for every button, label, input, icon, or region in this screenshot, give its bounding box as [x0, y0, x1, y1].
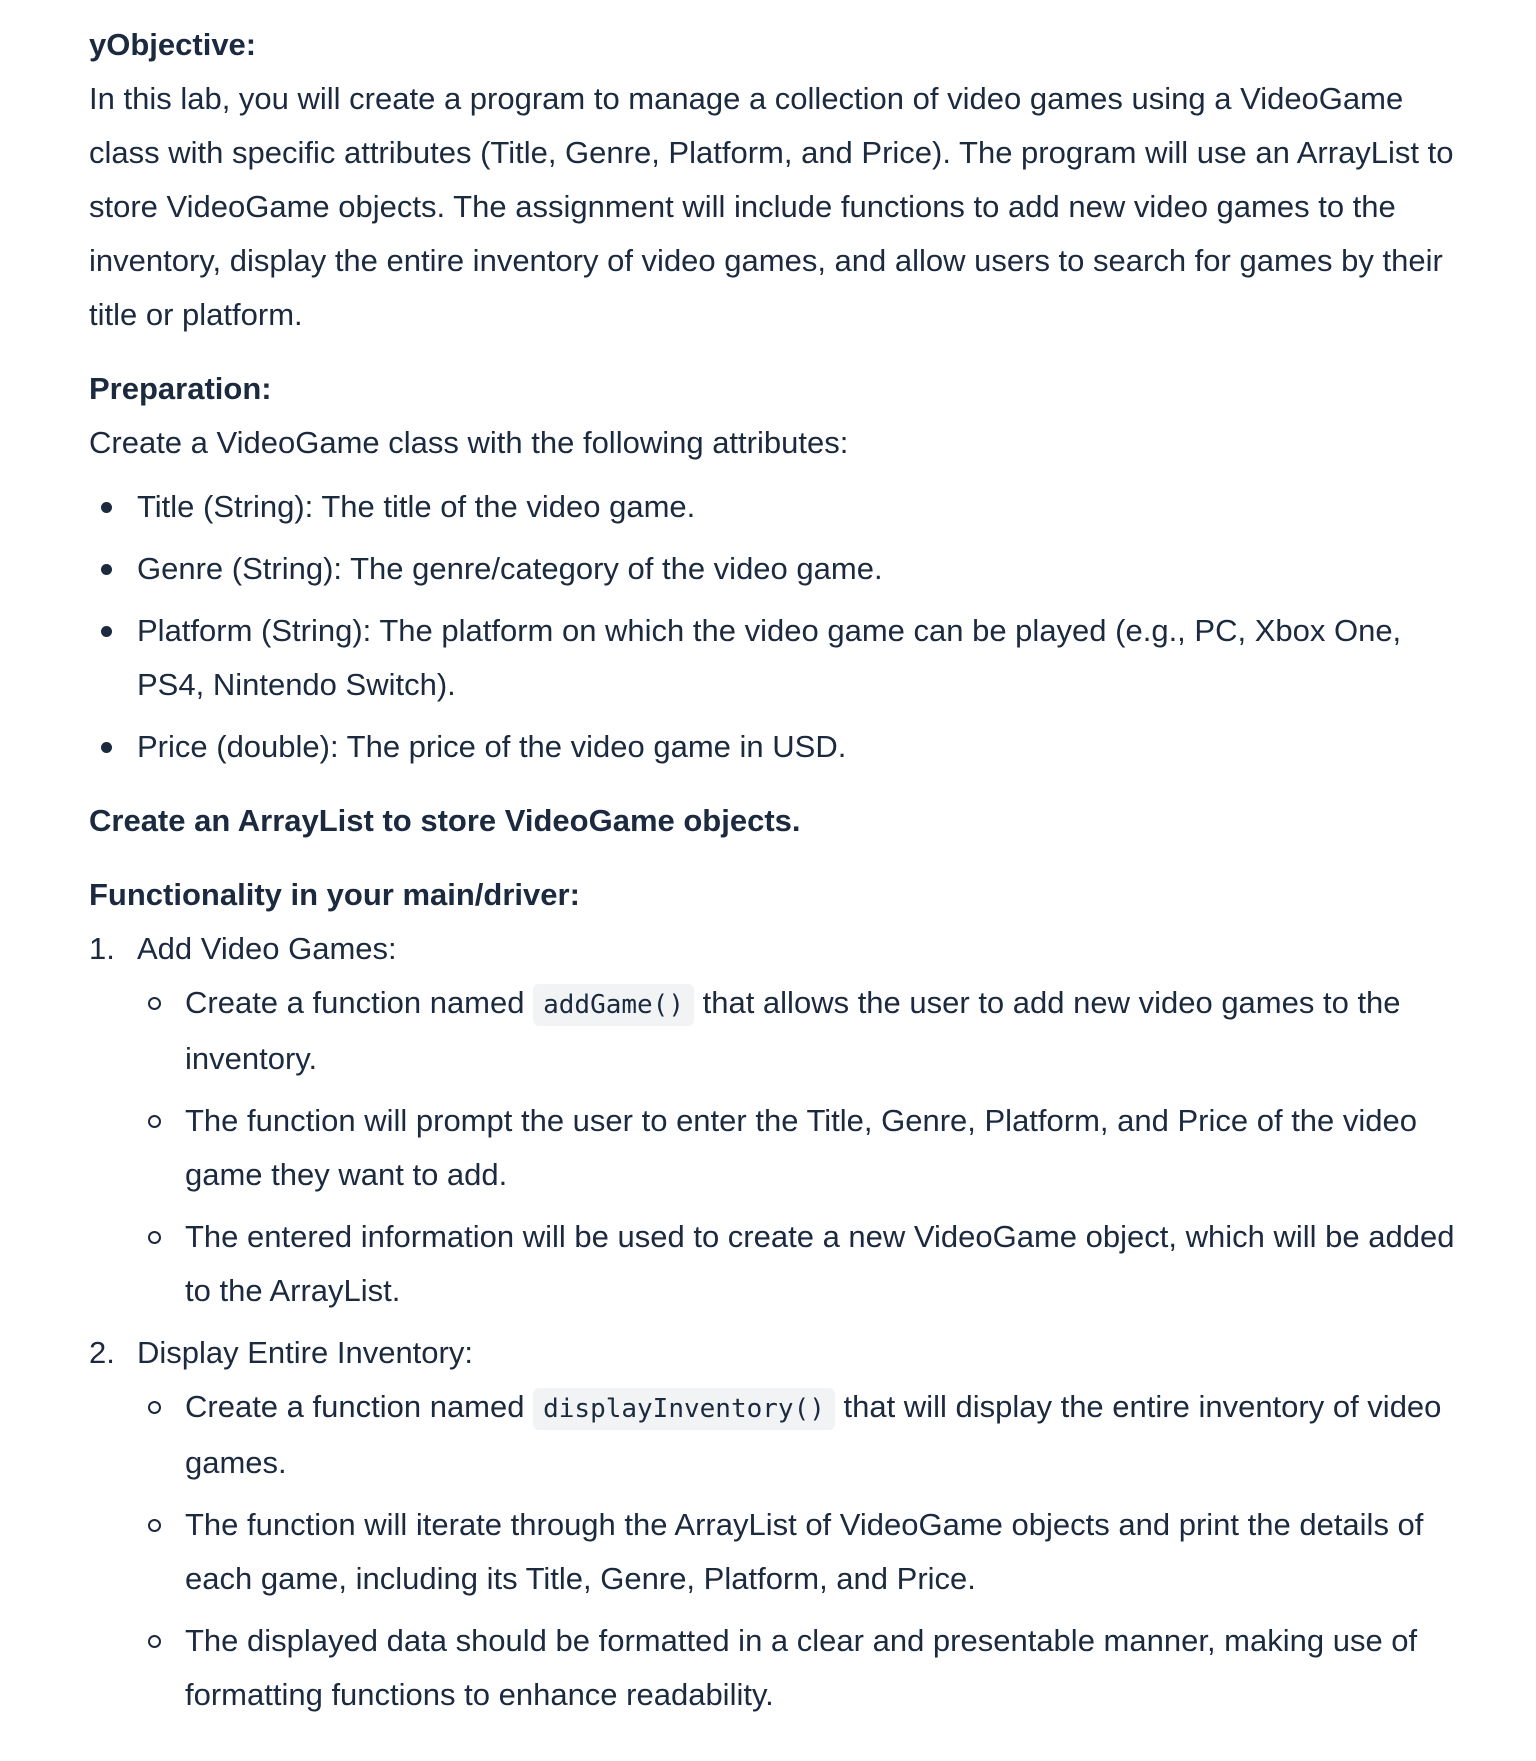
bullet-icon [101, 626, 112, 637]
sub-item [137, 1614, 1469, 1722]
bullet-icon [101, 564, 112, 575]
sub-item [137, 1380, 1469, 1490]
sub-text-after: that allows the user to add new video games to the inventory. [185, 985, 1401, 1076]
code-display-inventory: displayInventory() [533, 1388, 835, 1430]
arraylist-heading: Create an ArrayList to store VideoGame objects. [89, 803, 801, 838]
sub-text-before: Create a function named [185, 1389, 534, 1424]
sub-item [137, 1094, 1469, 1202]
step-number: 1. [89, 931, 115, 966]
step-sub-list [137, 976, 1469, 1318]
preparation-intro: Create a VideoGame class with the following attributes: [89, 425, 849, 460]
code-add-game: addGame() [533, 984, 694, 1026]
step-title: Add Video Games: [137, 931, 397, 966]
step-display-inventory [89, 1326, 1469, 1722]
functionality-steps [89, 922, 1469, 1722]
document-content [89, 18, 1469, 1730]
circle-bullet-icon [148, 1115, 161, 1128]
circle-bullet-icon [148, 1519, 161, 1532]
sub-text: The displayed data should be formatted in a clear and presentable manner, making use of formatting functions to enhance readability. [185, 1623, 1418, 1712]
bullet-icon [101, 502, 112, 513]
functionality-heading: Functionality in your main/driver: [89, 877, 580, 912]
attribute-text: Platform (String): The platform on which the video game can be played (e.g., PC, Xbox One, PS4, Nintendo Switch). [137, 613, 1402, 702]
sub-text-before: Create a function named [185, 985, 534, 1020]
attribute-text: Genre (String): The genre/category of the video game. [137, 551, 883, 586]
step-number: 2. [89, 1335, 115, 1370]
attribute-item-platform [89, 604, 1469, 712]
attribute-text: Title (String): The title of the video game. [137, 489, 696, 524]
sub-text: The function will iterate through the ArrayList of VideoGame objects and print the details of each game, including its Title, Genre, Platform, and Price. [185, 1507, 1424, 1596]
circle-bullet-icon [148, 1231, 161, 1244]
preparation-heading: Preparation: [89, 371, 272, 406]
step-sub-list [137, 1380, 1469, 1722]
attribute-item-title [89, 480, 1469, 534]
bullet-icon [101, 742, 112, 753]
circle-bullet-icon [148, 997, 161, 1010]
sub-text-after: that will display the entire inventory of video games. [185, 1389, 1442, 1480]
step-title: Display Entire Inventory: [137, 1335, 473, 1370]
objective-body: In this lab, you will create a program to manage a collection of video games using a VideoGame class with specific attributes (Title, Genre, Platform, and Price). The program will use an ArrayList to store VideoGame objects. The assignment will include functions to add new video games to the inventory, display the entire inventory of video games, and allow users to search for games by their title or platform. [89, 81, 1454, 332]
circle-bullet-icon [148, 1635, 161, 1648]
attribute-text: Price (double): The price of the video game in USD. [137, 729, 847, 764]
attribute-item-price [89, 720, 1469, 774]
sub-item [137, 1498, 1469, 1606]
sub-item [137, 1210, 1469, 1318]
sub-item [137, 976, 1469, 1086]
circle-bullet-icon [148, 1401, 161, 1414]
objective-heading: yObjective: [89, 27, 257, 62]
attribute-list [89, 480, 1469, 774]
sub-text: The entered information will be used to create a new VideoGame object, which will be added to the ArrayList. [185, 1219, 1455, 1308]
attribute-item-genre [89, 542, 1469, 596]
step-add-video-games [89, 922, 1469, 1318]
sub-text: The function will prompt the user to enter the Title, Genre, Platform, and Price of the video game they want to add. [185, 1103, 1418, 1192]
